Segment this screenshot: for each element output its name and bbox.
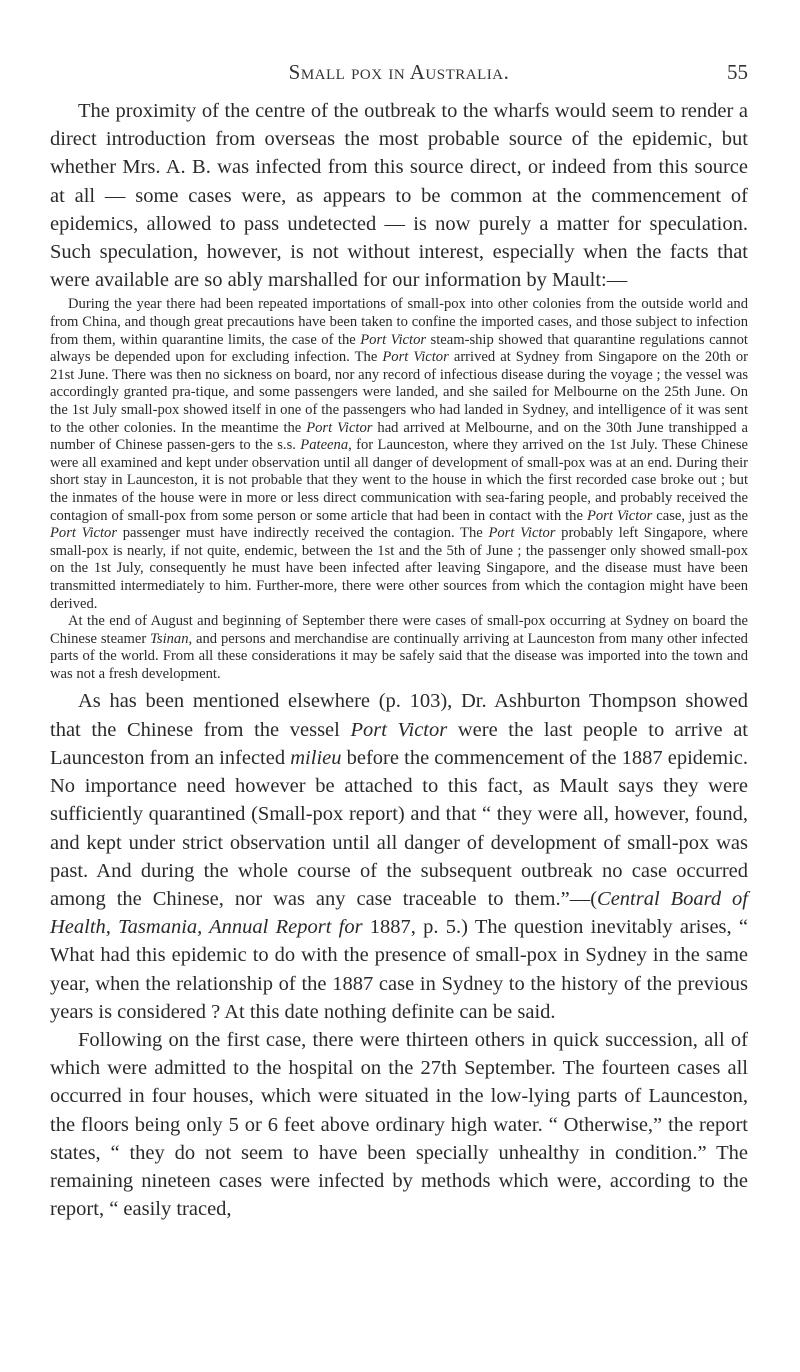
body-text — [50, 97, 748, 1223]
page-header — [50, 60, 748, 90]
page-number: 55 — [727, 60, 748, 84]
quotation-paragraph-1: During the year there had been repeated importations of small-pox into other colonies from the outside world and from China, and though great precautions have been taken to confine the imported cases, and those subject to infection from them, within quarantine limits, the case of the Port Victor steam-ship showed that quarantine regulations cannot always be depended upon for excluding infection. The Port Victor arrived at Sydney from Singapore on the 20th or 21st June. There was then no sickness on board, nor any record of infectious disease during the voyage ; the vessel was accordingly granted pra-tique, and some passengers were landed, and she sailed for Melbourne on the 25th June. On the 1st July small-pox showed itself in one of the passengers who had landed in Sydney, and intelligence of it was sent to the other colonies. In the meantime the Port Victor had arrived at Melbourne, and on the 30th June transhipped a number of Chinese passen-gers to the s.s. Pateena, for Launceston, where they arrived on the 1st July. These Chinese were all examined and kept under observation until all danger of development of small-pox was at an end. During their short stay in Launceston, it is not probable that they went to the house in which the first recorded case broke out ; but the inmates of the house were in more or less direct communication with sea-faring people, and probably received the contagion of small-pox from some person or some article that had been in contact with the Port Victor case, just as the Port Victor passenger must have indirectly received the contagion. The Port Victor probably left Singapore, where small-pox is nearly, if not quite, endemic, between the 1st and the 5th of June ; the passenger only showed small-pox on the 1st July, consequently he must have been infected after leaving Singapore, and the disease must have been transmitted intermediately to him. Further-more, there were other sources from which the contagion might have been derived. — [50, 296, 748, 612]
paragraph-ashburton-thompson: As has been mentioned elsewhere (p. 103), Dr. Ashburton Thompson showed that the Chinese from the vessel Port Victor were the last people to arrive at Launceston from an infected milieu before the commencement of the 1887 epidemic. No importance need however be attached to this fact, as Mault says they were sufficiently quarantined (Small-pox report) and that “ they were all, however, found, and kept under strict observation until all danger of development of small-pox was past. And during the whole course of the subsequent outbreak no case occurred among the Chinese, nor was any case traceable to them.”—(Central Board of Health, Tasmania, Annual Report for 1887, p. 5.) The question inevitably arises, “ What had this epidemic to do with the presence of small-pox in Sydney in the same year, when the relationship of the 1887 case in Sydney to the history of the previous years is considered ? At this date nothing definite can be said. — [50, 690, 748, 1023]
report-citation: Central Board of Health, Tasmania, Annual Report for — [50, 887, 748, 939]
ship-name: Pateena, — [300, 437, 352, 454]
ship-name: Port Victor — [382, 349, 449, 366]
ship-name: Port Victor — [50, 525, 118, 542]
ship-name: Port Victor — [306, 419, 373, 436]
ship-name: Port Victor — [488, 525, 556, 542]
ship-name: Port Victor — [350, 718, 448, 741]
paragraph-following-cases: Following on the first case, there were thirteen others in quick succession, all of which were admitted to the hospital on the 27th September. The fourteen cases all occurred in four houses, which were situated in the low-lying parts of Launceston, the floors being only 5 or 6 feet above ordinary high water. “ Otherwise,” the report states, “ they do not seem to have been specially unhealthy in condition.” The remaining nineteen cases were infected by methods which were, according to the report, “ easily traced, — [50, 1028, 748, 1221]
ship-name: Port Victor — [360, 331, 427, 348]
quotation-mault — [50, 296, 748, 683]
quotation-paragraph-2: At the end of August and beginning of September there were cases of small-pox occurring at Sydney on board the Chinese steamer Tsinan, and persons and merchandise are continually arriving at Launceston from many other infected parts of the world. From all these considerations it may be safely said that the disease was imported into the town and was not a fresh development. — [50, 613, 748, 682]
running-title: Small pox in Australia. — [288, 60, 510, 84]
italic-term: milieu — [290, 746, 342, 769]
ship-name: Tsinan, — [150, 630, 193, 647]
paragraph-proximity: The proximity of the centre of the outbreak to the wharfs would seem to render a direct introduction from overseas the most probable source of the epidemic, but whether Mrs. A. B. was infected from this source direct, or indeed from this source at all — some cases were, as appears to be common at the commencement of epidemics, allowed to pass undetected — is now purely a matter for speculation. Such speculation, however, is not without interest, especially when the facts that were available are so ably marshalled for our information by Mault:— — [50, 100, 748, 292]
ship-name: Port Victor — [586, 507, 653, 524]
